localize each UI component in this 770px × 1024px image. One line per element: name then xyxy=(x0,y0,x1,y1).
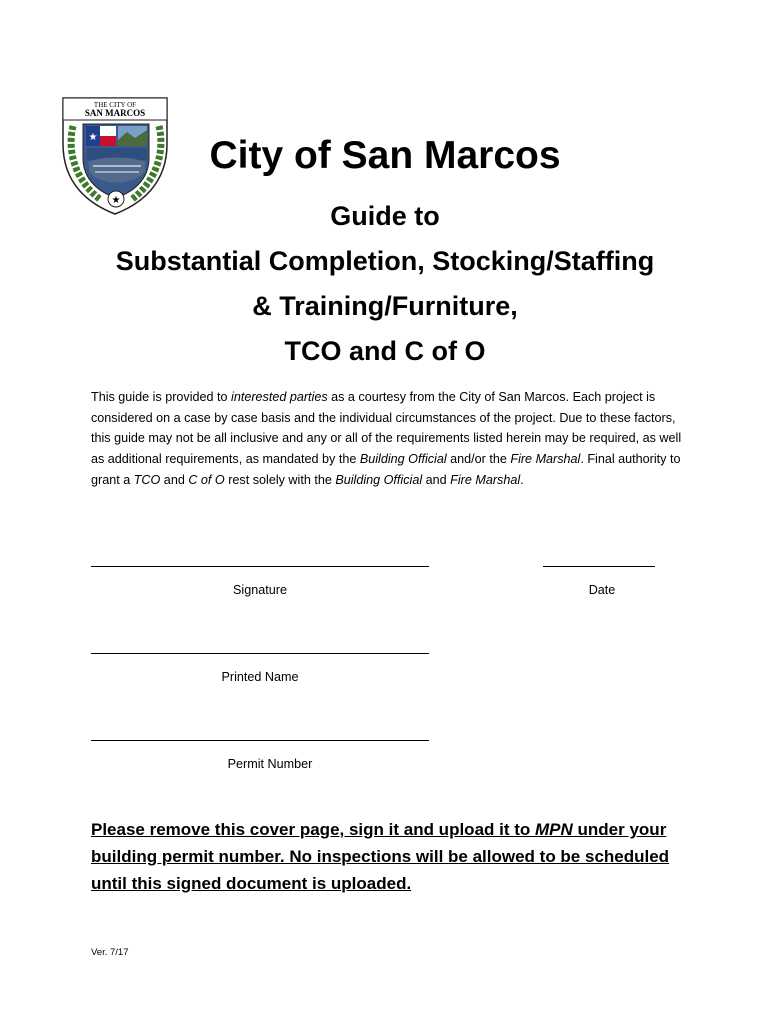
date-label: Date xyxy=(588,583,616,597)
upload-notice: Please remove this cover page, sign it and upload it to MPN under your building permit number. No inspections will be allowed to be scheduled until this signed document is uploaded. xyxy=(91,820,670,893)
subtitle-line-1: Guide to xyxy=(330,201,440,231)
subtitle-line-2: Substantial Completion, Stocking/Staffing xyxy=(115,246,655,276)
seal-text-top: THE CITY OF xyxy=(93,101,137,109)
signature-label: Signature xyxy=(233,583,287,597)
version-label: Ver. 7/17 xyxy=(91,947,129,958)
printed-name-label: Printed Name xyxy=(221,670,299,684)
svg-text:★: ★ xyxy=(88,132,98,143)
seal-text-main: SAN MARCOS xyxy=(84,108,146,118)
date-line[interactable] xyxy=(543,566,655,567)
permit-number-label: Permit Number xyxy=(227,757,313,771)
signature-line[interactable] xyxy=(91,566,429,567)
subtitle-line-4: TCO and C of O xyxy=(284,336,486,366)
permit-number-line[interactable] xyxy=(91,740,429,741)
intro-paragraph: This guide is provided to interested parties as a courtesy from the City of San Marcos. Each project is considered on a case by case basis and the individual circumstances of the project. Due to these factors, this guide may not be all inclusive and any or all of the requirements listed herein may be required, as well as additional requirements, as mandated by the Building Official and/or the Fire Marshal. Final authority to grant a TCO and C of O rest solely with the Building Official and Fire Marshal. xyxy=(91,390,682,487)
subtitle-line-3: & Training/Furniture, xyxy=(252,291,518,321)
star-icon: ★ xyxy=(111,195,121,206)
printed-name-line[interactable] xyxy=(91,653,429,654)
page-title: City of San Marcos xyxy=(209,134,561,177)
